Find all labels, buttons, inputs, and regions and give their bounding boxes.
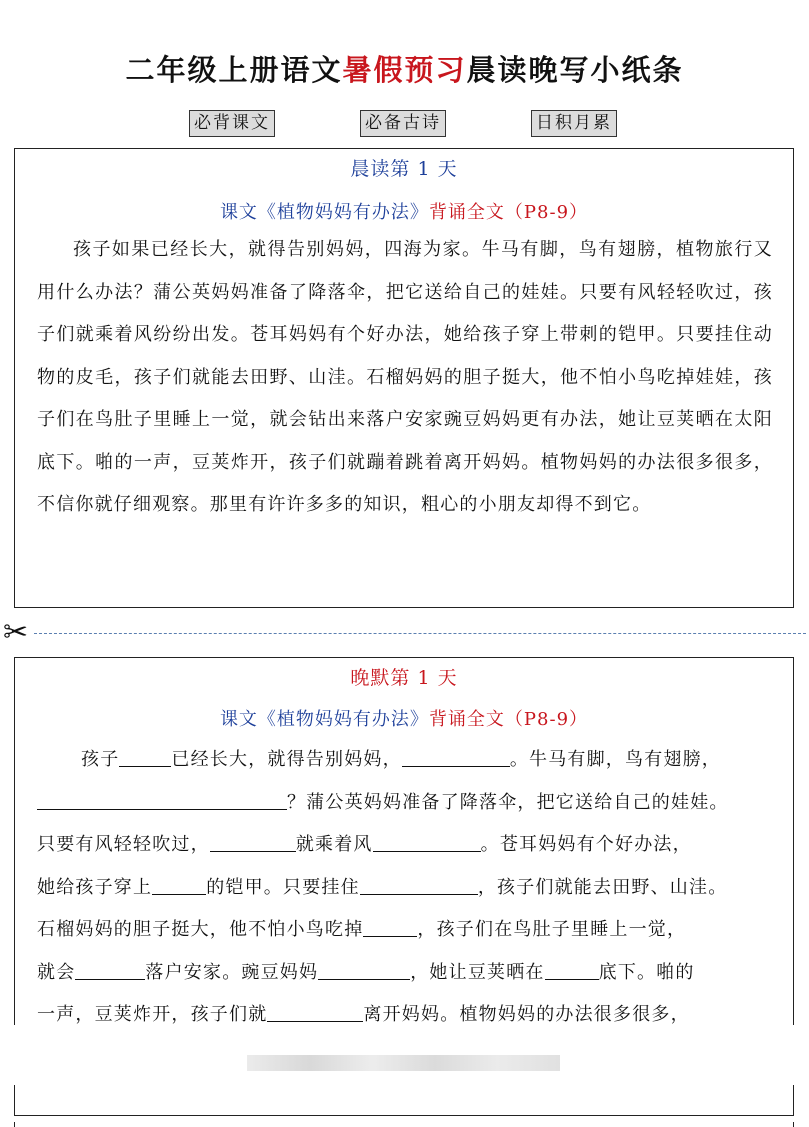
morning-heading: 晨读第 1 天 (350, 158, 458, 180)
morning-reading-box (14, 148, 794, 608)
page-title (0, 48, 809, 89)
fill-text: 离开妈妈。植物妈妈的办法很多很多， (363, 1004, 690, 1025)
evening-subtitle (15, 705, 793, 731)
fill-line (37, 782, 777, 825)
fill-text: 已经长大，就得告别妈妈， (171, 749, 402, 770)
blank-field[interactable] (363, 916, 417, 937)
evening-heading: 晚默第 1 天 (350, 667, 458, 689)
blank-field[interactable] (545, 959, 599, 980)
fill-line (37, 909, 777, 952)
fill-in-blanks (37, 739, 777, 1037)
blank-field[interactable] (318, 959, 410, 980)
box-border-left (14, 1085, 15, 1116)
blurred-watermark (247, 1055, 560, 1071)
fill-text: 落户安家。豌豆妈妈 (145, 961, 319, 983)
cut-line (34, 633, 806, 634)
tag-required-texts[interactable]: 必背课文 (189, 110, 275, 137)
blank-field[interactable] (402, 746, 510, 767)
morning-passage: 孩子如果已经长大，就得告别妈妈，四海为家。牛马有脚，鸟有翅膀，植物旅行又用什么办法？蒲公英妈妈准备了降落伞，把它送给自己的娃娃。只要有风轻轻吹过，孩子们就乘着风纷纷出发。苍耳妈妈有个好办法，她给孩子穿上带刺的铠甲。只要挂住动物的皮毛，孩子们就能去田野、山洼。石榴妈妈的胆子挺大，他不怕小鸟吃掉娃娃，孩子们在鸟肚子里睡上一觉，就会钻出来落户安家豌豆妈妈更有办法，她让豆荚晒在太阳底下。啪的一声，豆荚炸开，孩子们就蹦着跳着离开妈妈。植物妈妈的办法很多很多，不信你就仔细观察。那里有许许多多的知识，粗心的小朋友却得不到它。 (37, 239, 773, 515)
fill-text: 石榴妈妈的胆子挺大，他不怕小鸟吃掉 (37, 919, 364, 940)
blank-field[interactable] (373, 831, 481, 852)
title-highlight: 暑假预习 (342, 53, 467, 87)
box-border-bottom (14, 1115, 794, 1116)
fill-line (37, 952, 777, 995)
tag-daily-accumulation[interactable]: 日积月累 (531, 110, 617, 137)
fill-text: 只要有风轻轻吹过， (37, 834, 210, 855)
fill-line (37, 739, 777, 782)
title-part-3: 晨读晚写小纸条 (466, 53, 684, 87)
fill-line (37, 824, 777, 867)
blank-field[interactable] (119, 746, 171, 767)
fill-text: 就乘着风 (295, 834, 373, 855)
fill-text: ，她让豆荚晒在 (410, 961, 545, 983)
evening-subtitle-task: 背诵全文（P8-9） (428, 709, 589, 730)
fill-text: 。苍耳妈妈有个好办法， (480, 834, 692, 855)
blank-field[interactable] (75, 959, 145, 980)
morning-subtitle-task: 背诵全文（P8-9） (428, 202, 589, 223)
blank-field[interactable] (267, 1001, 363, 1022)
fill-text: 一声，豆荚炸开，孩子们就 (37, 1004, 268, 1025)
title-part-1: 二年级上册语文 (125, 53, 343, 87)
fill-text: 她给孩子穿上 (37, 876, 153, 898)
blank-field[interactable] (37, 789, 287, 810)
truncation-area (0, 1025, 809, 1122)
blank-field[interactable] (360, 874, 478, 895)
box-border-right (793, 1085, 794, 1116)
scissors-icon: ✂ (3, 615, 29, 650)
fill-text: 底下。啪的 (598, 961, 695, 983)
fill-line (37, 867, 777, 910)
evening-subtitle-lesson: 课文《植物妈妈有办法》 (219, 709, 429, 730)
fill-text: 。牛马有脚，鸟有翅膀， (509, 749, 722, 770)
fill-text: ，孩子们就能去田野、山洼。 (477, 876, 728, 898)
fill-text: ？蒲公英妈妈准备了降落伞，把它送给自己的娃娃。 (287, 791, 729, 813)
fill-text: 孩子 (81, 749, 120, 770)
fill-text: 就会 (37, 961, 76, 983)
fill-text: ，孩子们在鸟肚子里睡上一觉， (417, 919, 687, 940)
blank-field[interactable] (152, 874, 206, 895)
tag-ancient-poems[interactable]: 必备古诗 (360, 110, 446, 137)
morning-subtitle (15, 198, 793, 224)
fill-text: 的铠甲。只要挂住 (206, 876, 360, 898)
morning-subtitle-lesson: 课文《植物妈妈有办法》 (219, 202, 429, 223)
blank-field[interactable] (210, 831, 296, 852)
